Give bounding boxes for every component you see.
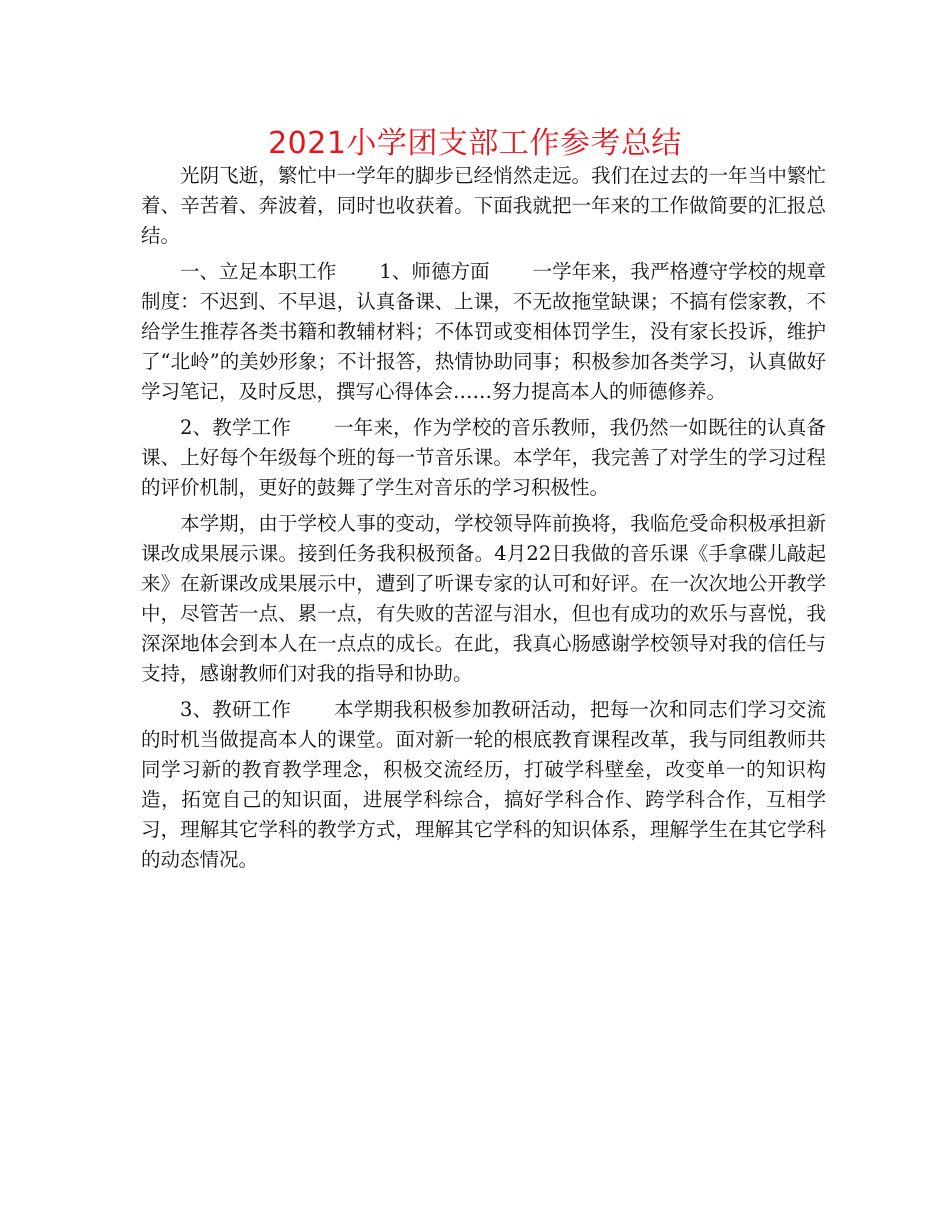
paragraph-text: 光阴飞逝，繁忙中一学年的脚步已经悄然走远。我们在过去的一年当中繁忙着、辛苦着、奔波着，同时也收获着。下面我就把一年来的工作做简要的汇报总结。 — [141, 164, 826, 247]
document-title: 2021小学团支部工作参考总结 — [268, 126, 682, 161]
paragraph-intro — [141, 161, 826, 251]
paragraph-text: 本学期我积极参加教研活动，把每一次和同志们学习交流的时机当做提高本人的课堂。面对新一轮的根底教育课程改革，我与同组教师共同学习新的教育教学理念，积极交流经历，打破学科壁垒，改变单一的知识构造，拓宽自己的知识面，进展学科综合，搞好学科合作、跨学科合作，互相学习，理解其它学科的教学方式，理解其它学科的知识体系，理解学生在其它学科的动态情况。 — [141, 698, 826, 871]
document-body — [141, 161, 826, 881]
paragraph-research — [141, 695, 826, 875]
paragraph-semester — [141, 509, 826, 689]
paragraph-section-1 — [141, 257, 826, 407]
paragraph-text: 一年来，作为学校的音乐教师，我仍然一如既往的认真备课、上好每个年级每个班的每一节音乐课。本学年，我完善了对学生的学习过程的评价机制，更好的鼓舞了学生对音乐的学习积极性。 — [141, 416, 826, 499]
section-heading: 一、立足本职工作 — [180, 260, 337, 283]
subsection-heading: 1、师德方面 — [379, 260, 490, 283]
paragraph-text: 本学期，由于学校人事的变动，学校领导阵前换将，我临危受命积极承担新课改成果展示课。接到任务我积极预备。4月22日我做的音乐课《手拿碟儿敲起来》在新课改成果展示中，遭到了听课专家的认可和好评。在一次次地公开教学中，尽管苦一点、累一点，有失败的苦涩与泪水，但也有成功的欢乐与喜悦，我深深地体会到本人在一点点的成长。在此，我真心肠感谢学校领导对我的信任与支持，感谢教师们对我的指导和协助。 — [141, 512, 826, 685]
paragraph-teaching — [141, 413, 826, 503]
subsection-heading: 3、教研工作 — [180, 698, 292, 721]
paragraph-text: 一学年来，我严格遵守学校的规章制度：不迟到、不早退，认真备课、上课，不无故拖堂缺课；不搞有偿家教，不给学生推荐各类书籍和教辅材料；不体罚或变相体罚学生，没有家长投诉，维护了“北岭”的美妙形象；不计报答，热情协助同事；积极参加各类学习，认真做好学习笔记，及时反思，撰写心得体会……努力提高本人的师德修养。 — [141, 260, 826, 403]
subsection-heading: 2、教学工作 — [180, 416, 292, 439]
